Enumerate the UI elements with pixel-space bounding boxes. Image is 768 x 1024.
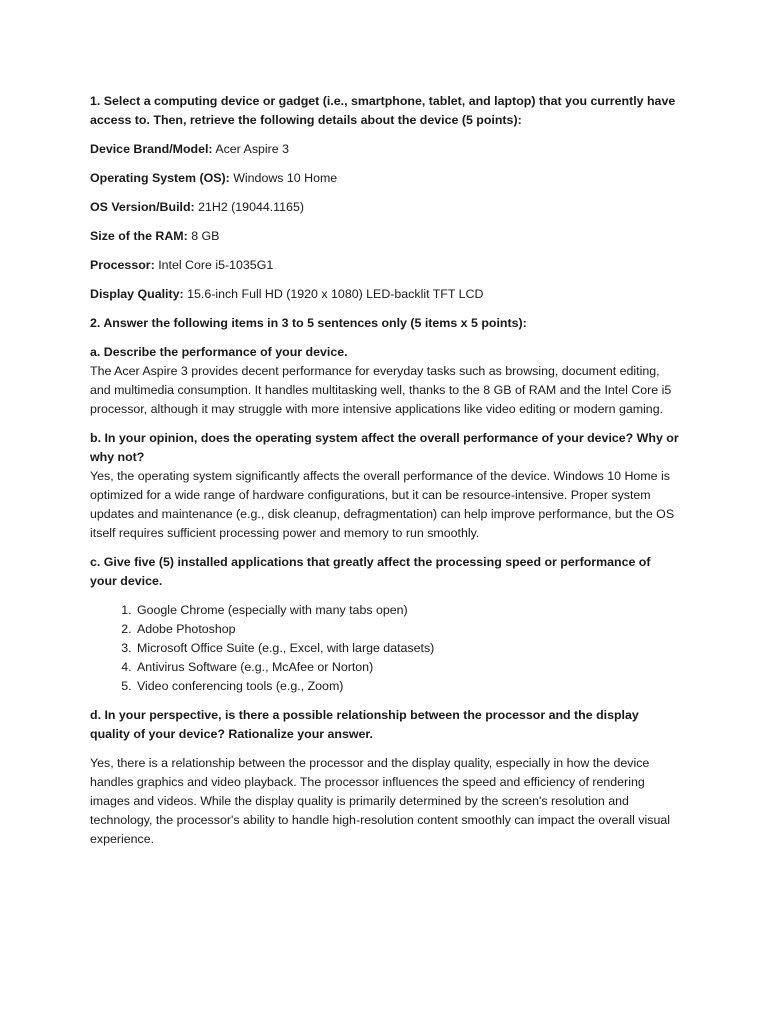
detail-label: Device Brand/Model: bbox=[90, 142, 213, 156]
question-1-prompt: 1. Select a computing device or gadget (i.e., smartphone, tablet, and laptop) that you currently have access to. Then, retrieve the following details about the device (5 points): bbox=[90, 94, 676, 127]
detail-value: Acer Aspire 3 bbox=[212, 142, 290, 156]
list-item: 2. Adobe Photoshop bbox=[135, 620, 680, 639]
item-d-answer: Yes, there is a relationship between the processor and the display quality, especially in how the device handles graphics and video playback. The processor influences the speed and efficiency of rendering images and videos. While the display quality is primarily determined by the screen's resolution and technology, the processor's ability to handle high-resolution content smoothly can impact the overall visual experience. bbox=[90, 756, 670, 846]
detail-display-quality bbox=[90, 285, 680, 304]
detail-value: 21H2 (19044.1165) bbox=[194, 200, 304, 214]
detail-label: Operating System (OS): bbox=[90, 171, 230, 185]
question-2-prompt: 2. Answer the following items in 3 to 5 sentences only (5 items x 5 points): bbox=[90, 316, 527, 330]
detail-os-version-build bbox=[90, 198, 680, 217]
detail-label: Size of the RAM: bbox=[90, 229, 188, 243]
item-a bbox=[90, 343, 680, 419]
detail-value: Intel Core i5-1035G1 bbox=[154, 258, 274, 272]
detail-label: Processor: bbox=[90, 258, 155, 272]
detail-processor bbox=[90, 256, 680, 275]
detail-value: 15.6-inch Full HD (1920 x 1080) LED-backlit TFT LCD bbox=[183, 287, 484, 301]
detail-operating-system bbox=[90, 169, 680, 188]
item-d-question: d. In your perspective, is there a possible relationship between the processor and the display quality of your device? Rationalize your answer. bbox=[90, 708, 639, 741]
detail-value: 8 GB bbox=[187, 229, 220, 243]
item-c-question: c. Give five (5) installed applications that greatly affect the processing speed or performance of your device. bbox=[90, 555, 651, 588]
list-item: 4. Antivirus Software (e.g., McAfee or Norton) bbox=[135, 658, 680, 677]
item-a-question: a. Describe the performance of your device. bbox=[90, 345, 348, 359]
detail-label: OS Version/Build: bbox=[90, 200, 195, 214]
list-item: 3. Microsoft Office Suite (e.g., Excel, with large datasets) bbox=[135, 639, 680, 658]
item-b-question: b. In your opinion, does the operating system affect the overall performance of your device? Why or why not? bbox=[90, 431, 679, 464]
detail-device-brand-model bbox=[90, 140, 680, 159]
document-page bbox=[90, 92, 680, 859]
list-item: 5. Video conferencing tools (e.g., Zoom) bbox=[135, 677, 680, 696]
list-item: 1. Google Chrome (especially with many tabs open) bbox=[135, 601, 680, 620]
item-b-answer: Yes, the operating system significantly affects the overall performance of the device. Windows 10 Home is optimized for a wide range of hardware configurations, but it can be resource-intensive. Proper system updates and maintenance (e.g., disk cleanup, defragmentation) can help improve performance, but the OS itself requires sufficient processing power and memory to run smoothly. bbox=[90, 469, 675, 540]
detail-label: Display Quality: bbox=[90, 287, 184, 301]
item-b bbox=[90, 429, 680, 543]
item-a-answer: The Acer Aspire 3 provides decent performance for everyday tasks such as browsing, document editing, and multimedia consumption. It handles multitasking well, thanks to the 8 GB of RAM and the Intel Core i5 processor, although it may struggle with more intensive applications like video editing or modern gaming. bbox=[90, 364, 672, 416]
detail-value: Windows 10 Home bbox=[229, 171, 338, 185]
detail-ram-size bbox=[90, 227, 680, 246]
application-list bbox=[90, 601, 680, 696]
